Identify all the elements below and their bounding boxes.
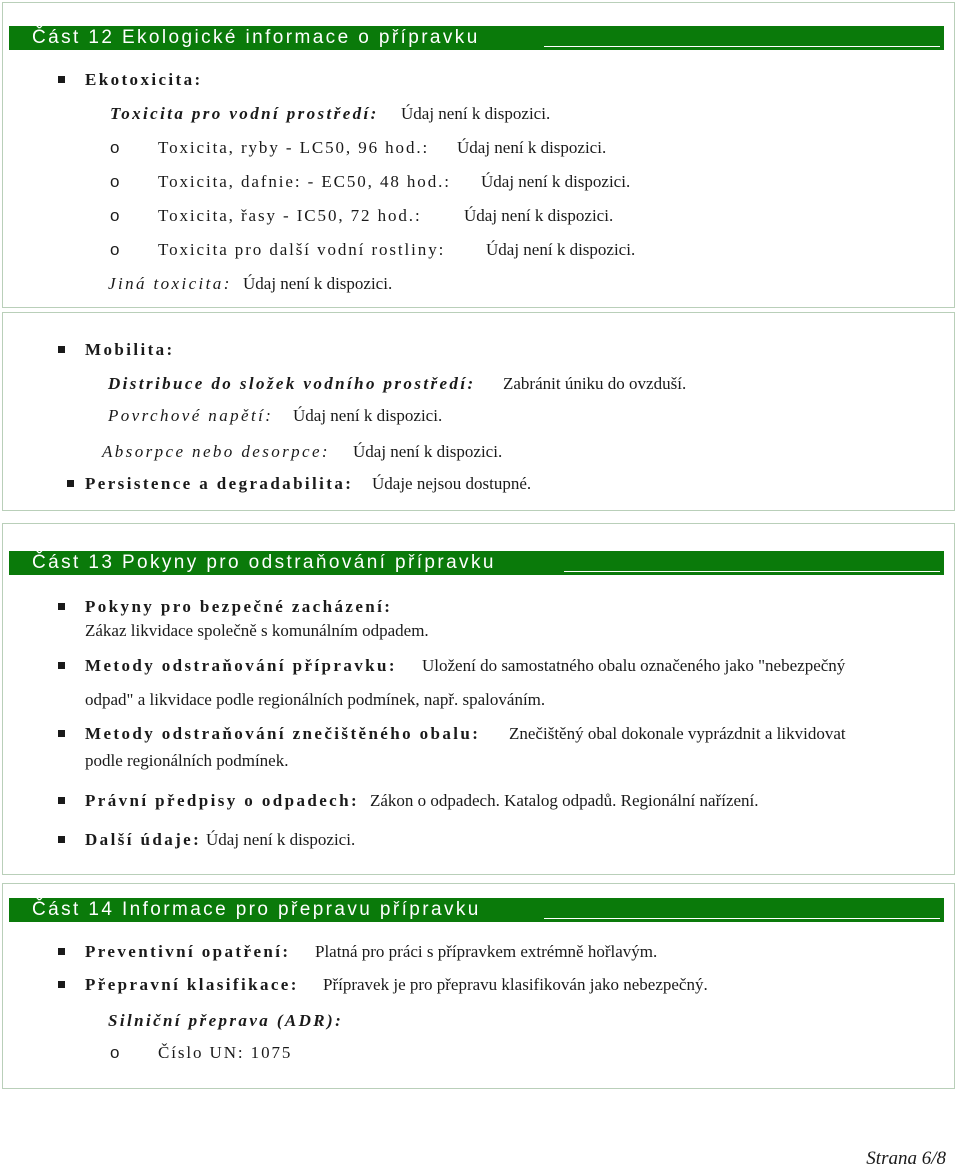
bullet <box>67 480 74 487</box>
adr-label: Silniční přeprava (ADR): <box>108 1011 344 1030</box>
tox-item-label: Toxicita pro další vodní rostliny: <box>158 240 446 259</box>
surface-tension-value: Údaj není k dispozici. <box>293 406 443 425</box>
tox-item-label: Toxicita, ryby - LC50, 96 hod.: <box>158 138 430 157</box>
circle-bullet: o <box>110 172 120 191</box>
section-14-header: Část 14 Informace pro přepravu přípravku <box>9 898 944 922</box>
transport-class-label: Přepravní klasifikace: <box>85 975 299 994</box>
waste-law-label: Právní předpisy o odpadech: <box>85 791 360 810</box>
circle-bullet: o <box>110 206 120 225</box>
packaging-disposal-value: Znečištěný obal dokonale vyprázdnit a likvidovat <box>509 724 846 743</box>
persistence-value: Údaje nejsou dostupné. <box>372 474 532 493</box>
packaging-disposal-value-cont: podle regionálních podmínek. <box>85 751 289 770</box>
preventive-measures-value: Platná pro práci s přípravkem extrémně hořlavým. <box>315 942 658 961</box>
bullet <box>58 662 65 669</box>
tox-item-label: Toxicita, dafnie: - EC50, 48 hod.: <box>158 172 451 191</box>
waste-law-value: Zákon o odpadech. Katalog odpadů. Regionální nařízení. <box>370 791 759 810</box>
persistence-label: Persistence a degradabilita: <box>85 474 354 493</box>
other-info-label: Další údaje: <box>85 830 202 849</box>
absorption-label: Absorpce nebo desorpce: <box>102 442 330 461</box>
other-info-value: Údaj není k dispozici. <box>206 830 356 849</box>
bullet <box>58 603 65 610</box>
bullet <box>58 948 65 955</box>
handling-value: Zákaz likvidace společně s komunálním odpadem. <box>85 621 429 640</box>
tox-item-value: Údaj není k dispozici. <box>464 206 614 225</box>
handling-label: Pokyny pro bezpečné zacházení: <box>85 597 393 616</box>
page-number: Strana 6/8 <box>866 1148 946 1169</box>
tox-item-value: Údaj není k dispozici. <box>457 138 607 157</box>
packaging-disposal-label: Metody odstraňování znečištěného obalu: <box>85 724 481 743</box>
other-toxicity-label: Jiná toxicita: <box>108 274 232 293</box>
disposal-methods-label: Metody odstraňování přípravku: <box>85 656 397 675</box>
bullet <box>58 836 65 843</box>
tox-item-label: Toxicita, řasy - IC50, 72 hod.: <box>158 206 422 225</box>
un-number: Číslo UN: 1075 <box>158 1043 293 1062</box>
ekotoxicita-label: Ekotoxicita: <box>85 70 203 89</box>
section-13-header: Část 13 Pokyny pro odstraňování přípravku <box>9 551 944 575</box>
disposal-methods-value-cont: odpad" a likvidace podle regionálních podmínek, např. spalováním. <box>85 690 546 709</box>
bullet <box>58 76 65 83</box>
water-toxicity-label: Toxicita pro vodní prostředí: <box>110 104 379 123</box>
bullet <box>58 730 65 737</box>
absorption-value: Údaj není k dispozici. <box>353 442 503 461</box>
bullet <box>58 797 65 804</box>
water-toxicity-value: Údaj není k dispozici. <box>401 104 551 123</box>
bullet <box>58 346 65 353</box>
distribution-value: Zabránit úniku do ovzduší. <box>503 374 687 393</box>
disposal-methods-value: Uložení do samostatného obalu označeného jako "nebezpečný <box>422 656 846 675</box>
distribution-label: Distribuce do složek vodního prostředí: <box>108 374 476 393</box>
surface-tension-label: Povrchové napětí: <box>108 406 274 425</box>
tox-item-value: Údaj není k dispozici. <box>486 240 636 259</box>
circle-bullet: o <box>110 240 120 259</box>
circle-bullet: o <box>110 138 120 157</box>
mobility-label: Mobilita: <box>85 340 175 359</box>
other-toxicity-value: Údaj není k dispozici. <box>243 274 393 293</box>
bullet <box>58 981 65 988</box>
transport-class-value: Přípravek je pro přepravu klasifikován jako nebezpečný. <box>323 975 708 994</box>
section-12-header: Část 12 Ekologické informace o přípravku <box>9 26 944 50</box>
preventive-measures-label: Preventivní opatření: <box>85 942 291 961</box>
tox-item-value: Údaj není k dispozici. <box>481 172 631 191</box>
circle-bullet: o <box>110 1043 120 1062</box>
